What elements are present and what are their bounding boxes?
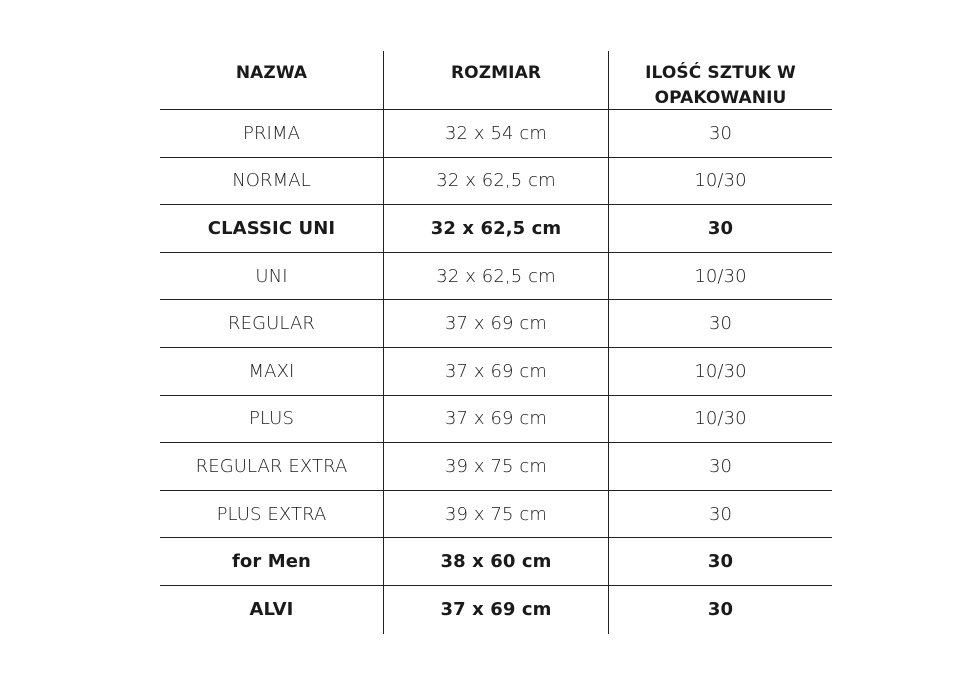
cell-size: 32 x 62,5 cm (384, 205, 609, 252)
cell-name: CLASSIC UNI (160, 205, 384, 252)
cell-quantity: 10/30 (694, 265, 747, 287)
cell-size: 37 x 69 cm (384, 586, 609, 634)
cell-quantity: 30 (708, 313, 733, 335)
cell-quantity: 30 (707, 551, 734, 573)
cell-quantity: 30 (708, 455, 733, 477)
cell-size: 32 x 54 cm (384, 110, 609, 157)
cell-quantity: 30 (708, 503, 733, 525)
table-row (160, 348, 832, 396)
header-size: ROZMIAR (384, 51, 609, 109)
cell-name: PRIMA (160, 110, 384, 157)
table-row (160, 300, 832, 348)
table-row (160, 586, 832, 634)
cell-name: ALVI (160, 586, 384, 634)
cell-name: REGULAR (160, 300, 384, 347)
cell-name: REGULAR EXTRA (160, 443, 384, 490)
table-row (160, 110, 832, 158)
cell-quantity: 10/30 (694, 408, 747, 430)
table-row (160, 491, 832, 539)
cell-quantity: 10/30 (694, 360, 747, 382)
cell-size: 39 x 75 cm (384, 443, 609, 490)
cell-size: 32 x 62,5 cm (384, 158, 609, 205)
cell-quantity: 30 (707, 599, 734, 621)
header-quantity: ILOŚĆ SZTUK W OPAKOWANIU (645, 63, 796, 108)
cell-size: 32 x 62,5 cm (384, 253, 609, 300)
table-header-row (160, 51, 832, 110)
table-row (160, 253, 832, 301)
table-row (160, 158, 832, 206)
table-row (160, 443, 832, 491)
table-row (160, 538, 832, 586)
cell-name: UNI (160, 253, 384, 300)
cell-name: PLUS (160, 396, 384, 443)
cell-size: 38 x 60 cm (384, 538, 609, 585)
cell-size: 37 x 69 cm (384, 396, 609, 443)
cell-name: for Men (160, 538, 384, 585)
cell-quantity: 30 (707, 217, 734, 239)
cell-quantity: 30 (708, 122, 733, 144)
product-table (160, 51, 832, 630)
cell-size: 37 x 69 cm (384, 300, 609, 347)
cell-size: 39 x 75 cm (384, 491, 609, 538)
cell-size: 37 x 69 cm (384, 348, 609, 395)
cell-name: PLUS EXTRA (160, 491, 384, 538)
table-row (160, 205, 832, 253)
cell-name: NORMAL (160, 158, 384, 205)
table-row (160, 396, 832, 444)
header-name: NAZWA (160, 51, 384, 109)
cell-name: MAXI (160, 348, 384, 395)
cell-quantity: 10/30 (694, 170, 747, 192)
